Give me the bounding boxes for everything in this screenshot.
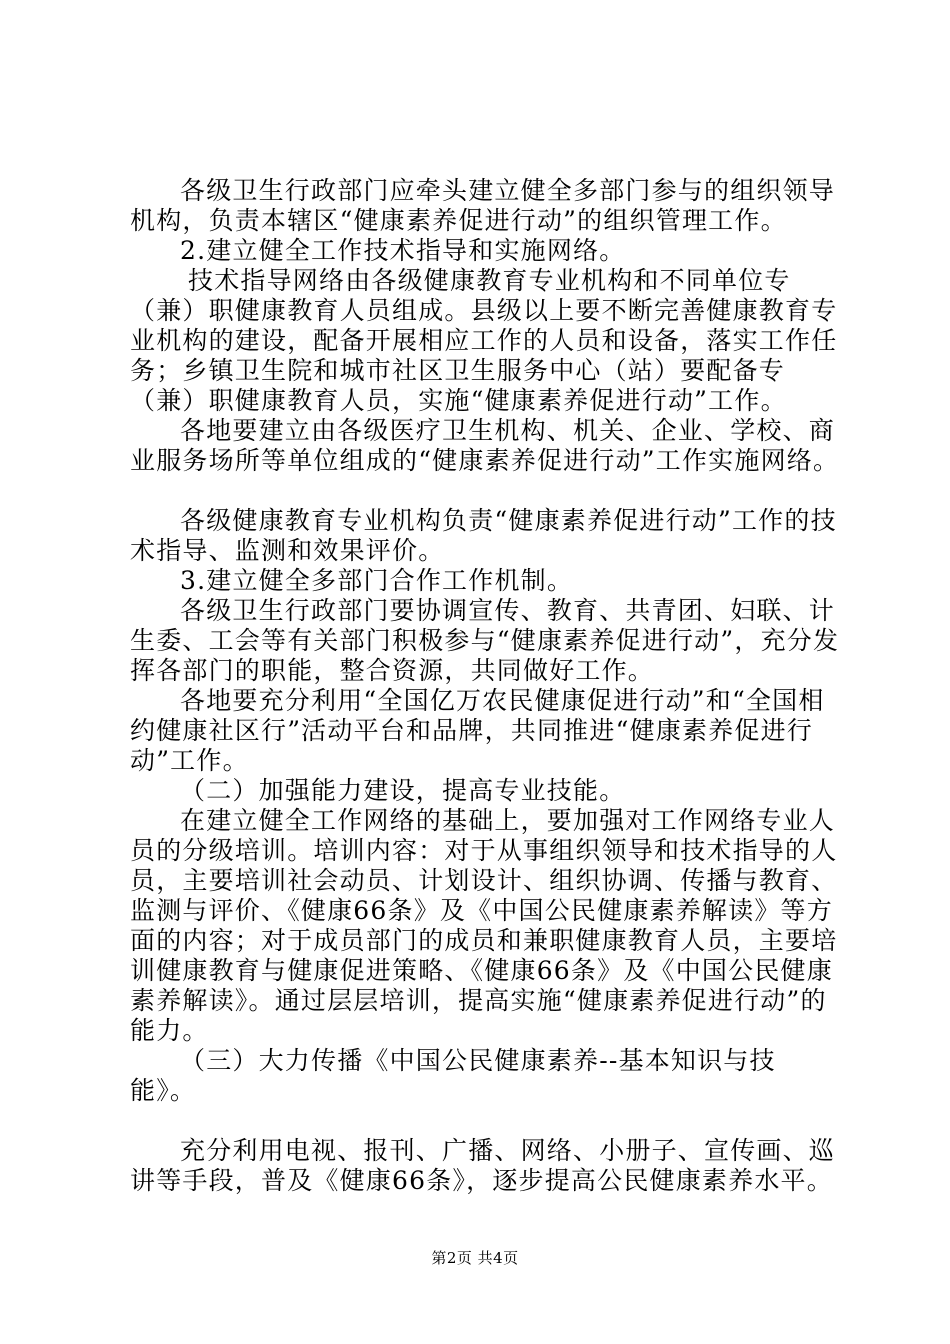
heading-3-mechanism: 3.建立健全多部门合作工作机制。	[180, 566, 574, 595]
page-number-footer: 第2页 共4页	[431, 1249, 519, 1267]
paragraph-1: 各级卫生行政部门应牵头建立健全多部门参与的组织领导机构，负责本辖区“健康素养促进行动”的组织管理工作。	[130, 176, 836, 235]
paragraph-7: 各级卫生行政部门要协调宣传、教育、共青团、妇联、计生委、工会等有关部门积极参与“健康素养促进行动”，充分发挥各部门的职能，整合资源，共同做好工作。	[130, 596, 840, 685]
heading-2-network: 2.建立健全工作技术指导和实施网络。	[180, 236, 626, 265]
paragraph-3: 技术指导网络由各级健康教育专业机构和不同单位专（兼）职健康教育人员组成。县级以上要不断完善健康教育专业机构的建设，配备开展相应工作的人员和设备，落实工作任务；乡镇卫生院和城市社区卫生服务中心（站）要配备专（兼）职健康教育人员，实施“健康素养促进行动”工作。	[130, 266, 838, 415]
document-body	[130, 176, 840, 1196]
paragraph-8: 各地要充分利用“全国亿万农民健康促进行动”和“全国相约健康社区行”活动平台和品牌，共同推进“健康素养促进行动”工作。	[130, 686, 825, 775]
paragraph-4: 各地要建立由各级医疗卫生机构、机关、企业、学校、商业服务场所等单位组成的“健康素养促进行动”工作实施网络。	[130, 416, 840, 475]
heading-capacity: （二）加强能力建设，提高专业技能。	[180, 776, 626, 805]
paragraph-5: 各级健康教育专业机构负责“健康素养促进行动”工作的技术指导、监测和效果评价。	[130, 506, 837, 565]
paragraph-12: 充分利用电视、报刊、广播、网络、小册子、宣传画、巡讲等手段，普及《健康66条》，逐步提高公民健康素养水平。	[130, 1136, 836, 1195]
paragraph-10: 在建立健全工作网络的基础上，要加强对工作网络专业人员的分级培训。培训内容：对于从事组织领导和技术指导的人员，主要培训社会动员、计划设计、组织协调、传播与教育、监测与评价、《健康66条》及《中国公民健康素养解读》等方面的内容；对于成员部门的成员和兼职健康教育人员，主要培训健康教育与健康促进策略、《健康66条》及《中国公民健康素养解读》。通过层层培训，提高实施“健康素养促进行动”的能力。	[130, 806, 838, 1045]
heading-dissemination: （三）大力传播《中国公民健康素养--基本知识与技能》。	[130, 1046, 776, 1105]
